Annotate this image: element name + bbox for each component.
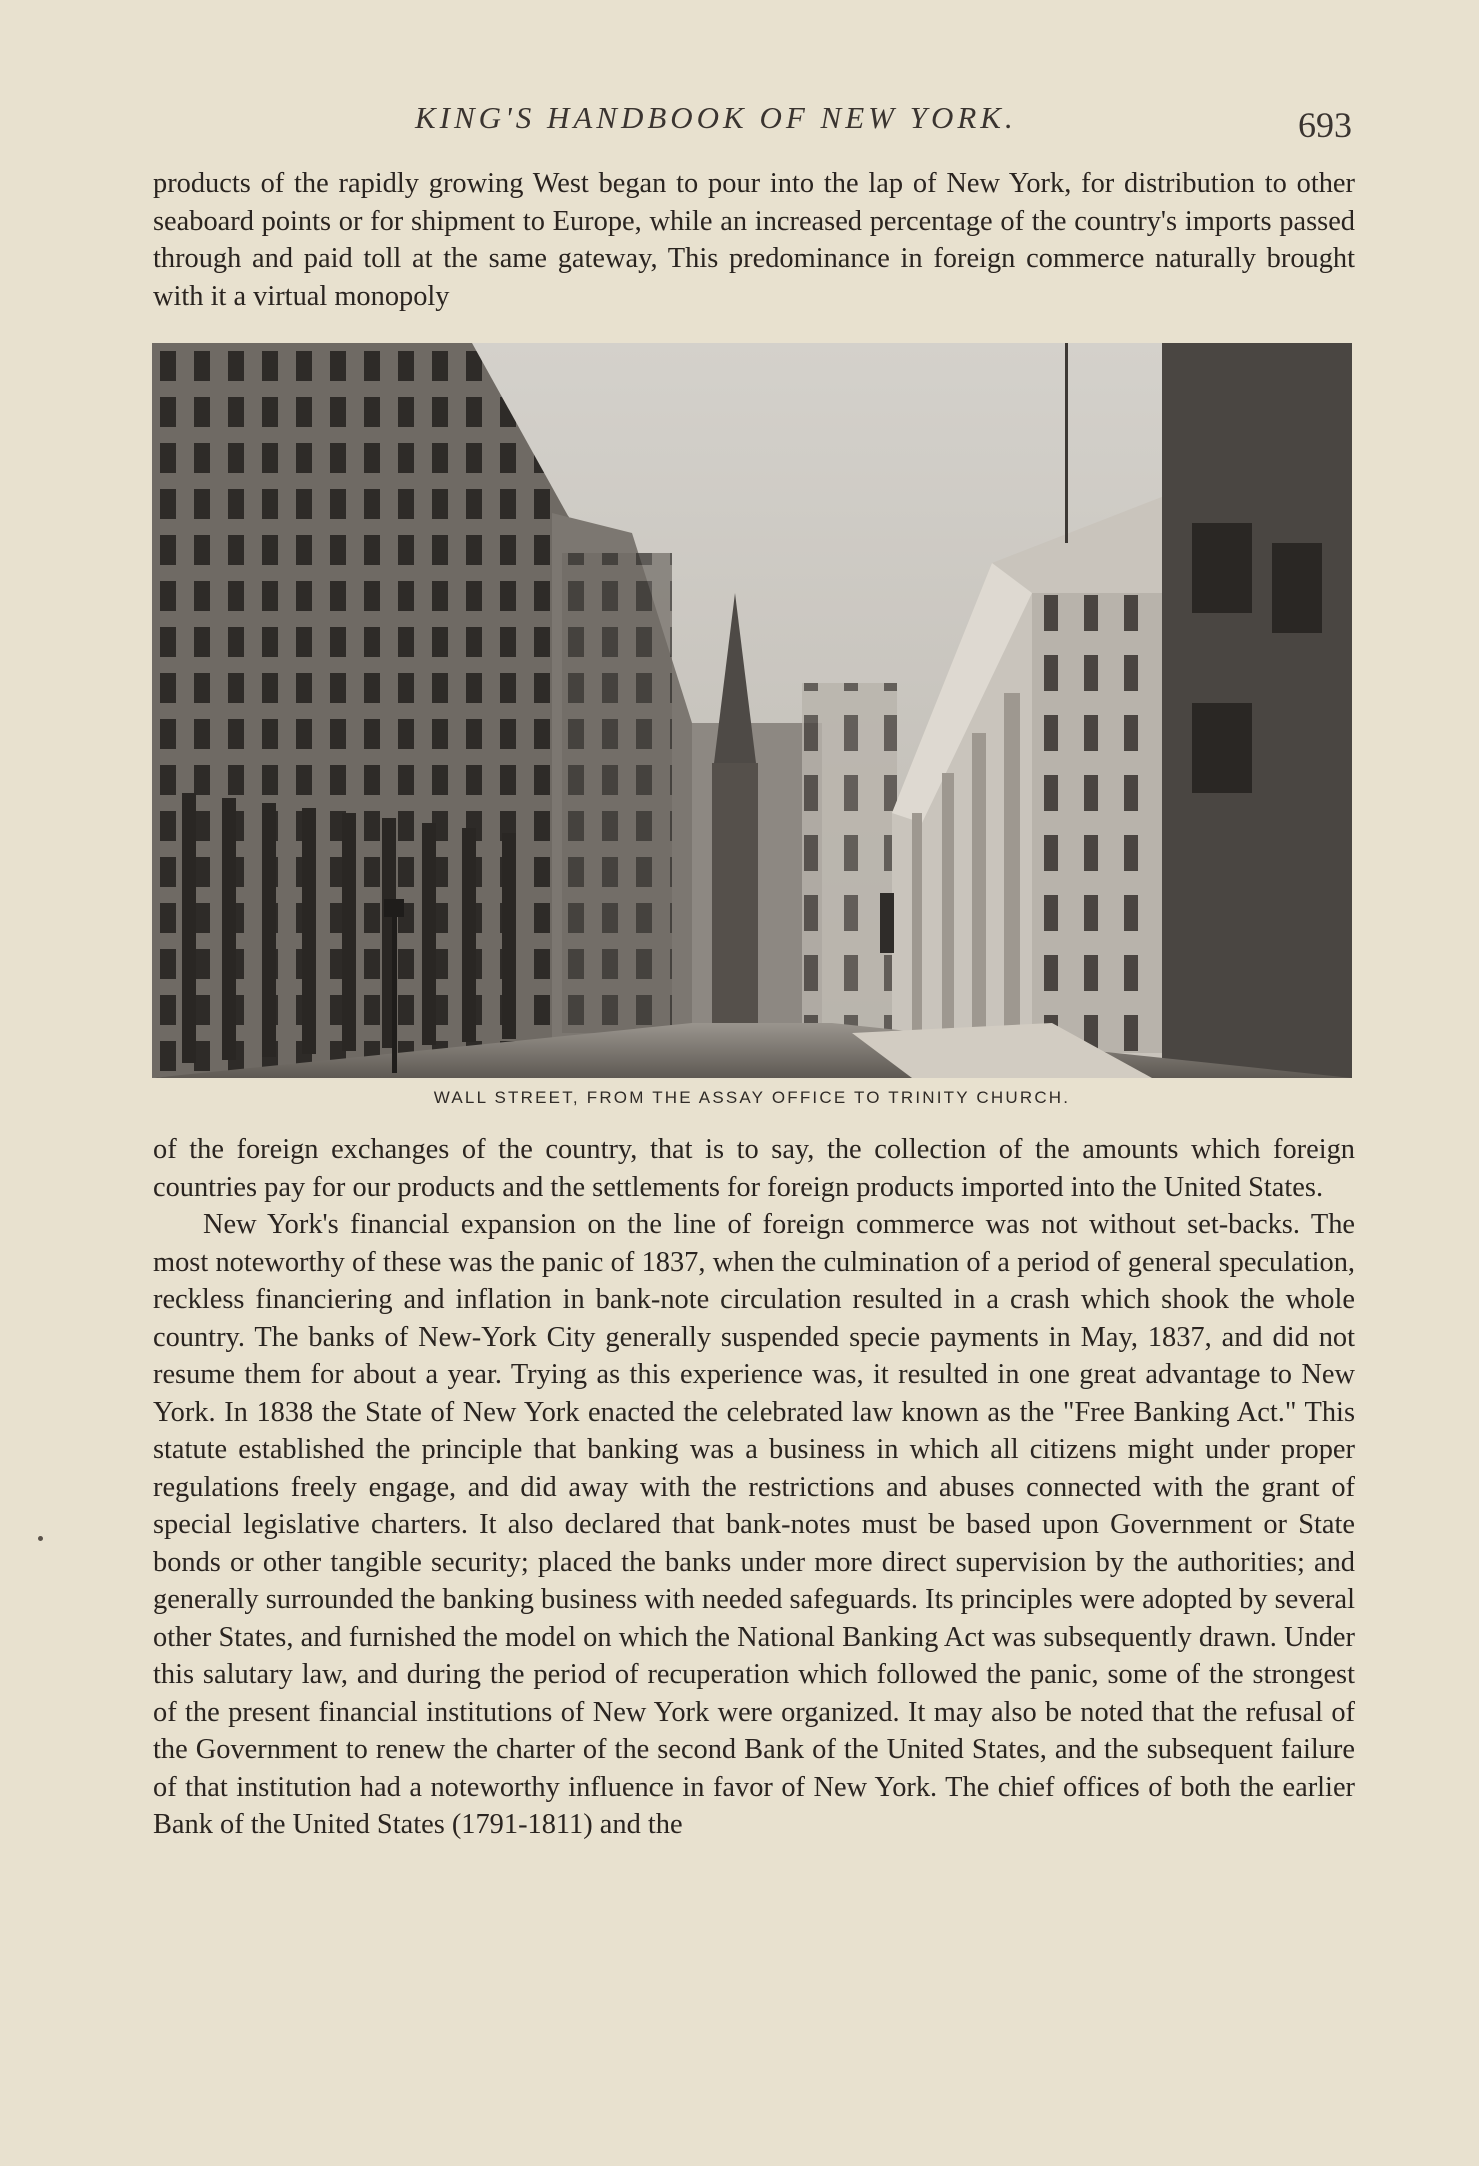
right-dark-building xyxy=(1162,343,1352,1078)
running-title: KING'S HANDBOOK OF NEW YORK. xyxy=(415,100,1017,135)
top-text-block xyxy=(153,165,1355,315)
distant-office-building xyxy=(802,683,897,1063)
left-colonnade xyxy=(182,793,516,1063)
lamp-post xyxy=(392,913,397,1073)
body-paragraph: New York's financial expansion on the line of foreign commerce was not without set-backs. The most noteworthy of these was the panic of 1837, when the culmination of a period of general speculation, reckless financiering and inflation in bank-note circulation resulted in a crash which shook the whole country. The banks of New-York City generally suspended specie payments in May, 1837, and did not resume them for about a year. Trying as this experience was, it resulted in one great advantage to New York. In 1838 the State of New York enacted the celebrated law known as the "Free Banking Act." This statute established the principle that banking was a business in which all citizens might under proper regulations freely engage, and did away with the restrictions and abuses connected with the grant of special legislative charters. It also declared that bank-notes must be based upon Government or State bonds or other tangible security; placed the banks under more direct supervision by the authorities; and generally surrounded the banking business with needed safeguards. Its principles were adopted by several other States, and furnished the model on which the National Banking Act was subsequently drawn. Under this salutary law, and during the period of recuperation which followed the panic, some of the strongest of the present financial institutions of New York were organized. It may also be noted that the refusal of the Government to renew the charter of the second Bank of the United States, and the subsequent failure of that institution had a noteworthy influence in favor of New York. The chief offices of both the earlier Bank of the United States (1791-1811) and the xyxy=(153,1209,1355,1840)
margin-speck xyxy=(38,1536,43,1541)
figure-caption: WALL STREET, FROM THE ASSAY OFFICE TO TRINITY CHURCH. xyxy=(433,1088,1071,1107)
washington-statue xyxy=(880,893,894,953)
street-scene-drawing xyxy=(152,343,1352,1078)
bottom-text-block xyxy=(153,1131,1355,1844)
top-paragraph: products of the rapidly growing West began to pour into the lap of New York, for distribution to other seaboard points or for shipment to Europe, while an increased percentage of the country's imports passed through and paid toll at the same gateway, This predominance in foreign commerce naturally brought with it a virtual monopoly xyxy=(153,168,1355,312)
wall-street-illustration xyxy=(152,343,1352,1078)
flagpole xyxy=(1065,343,1068,543)
trinity-church-tower xyxy=(712,763,758,1023)
continuation-paragraph: of the foreign exchanges of the country, that is to say, the collection of the amounts which foreign countries pay for our products and the settlements for foreign products imported into the United States. xyxy=(153,1134,1355,1203)
page-number: 693 xyxy=(1298,105,1352,145)
